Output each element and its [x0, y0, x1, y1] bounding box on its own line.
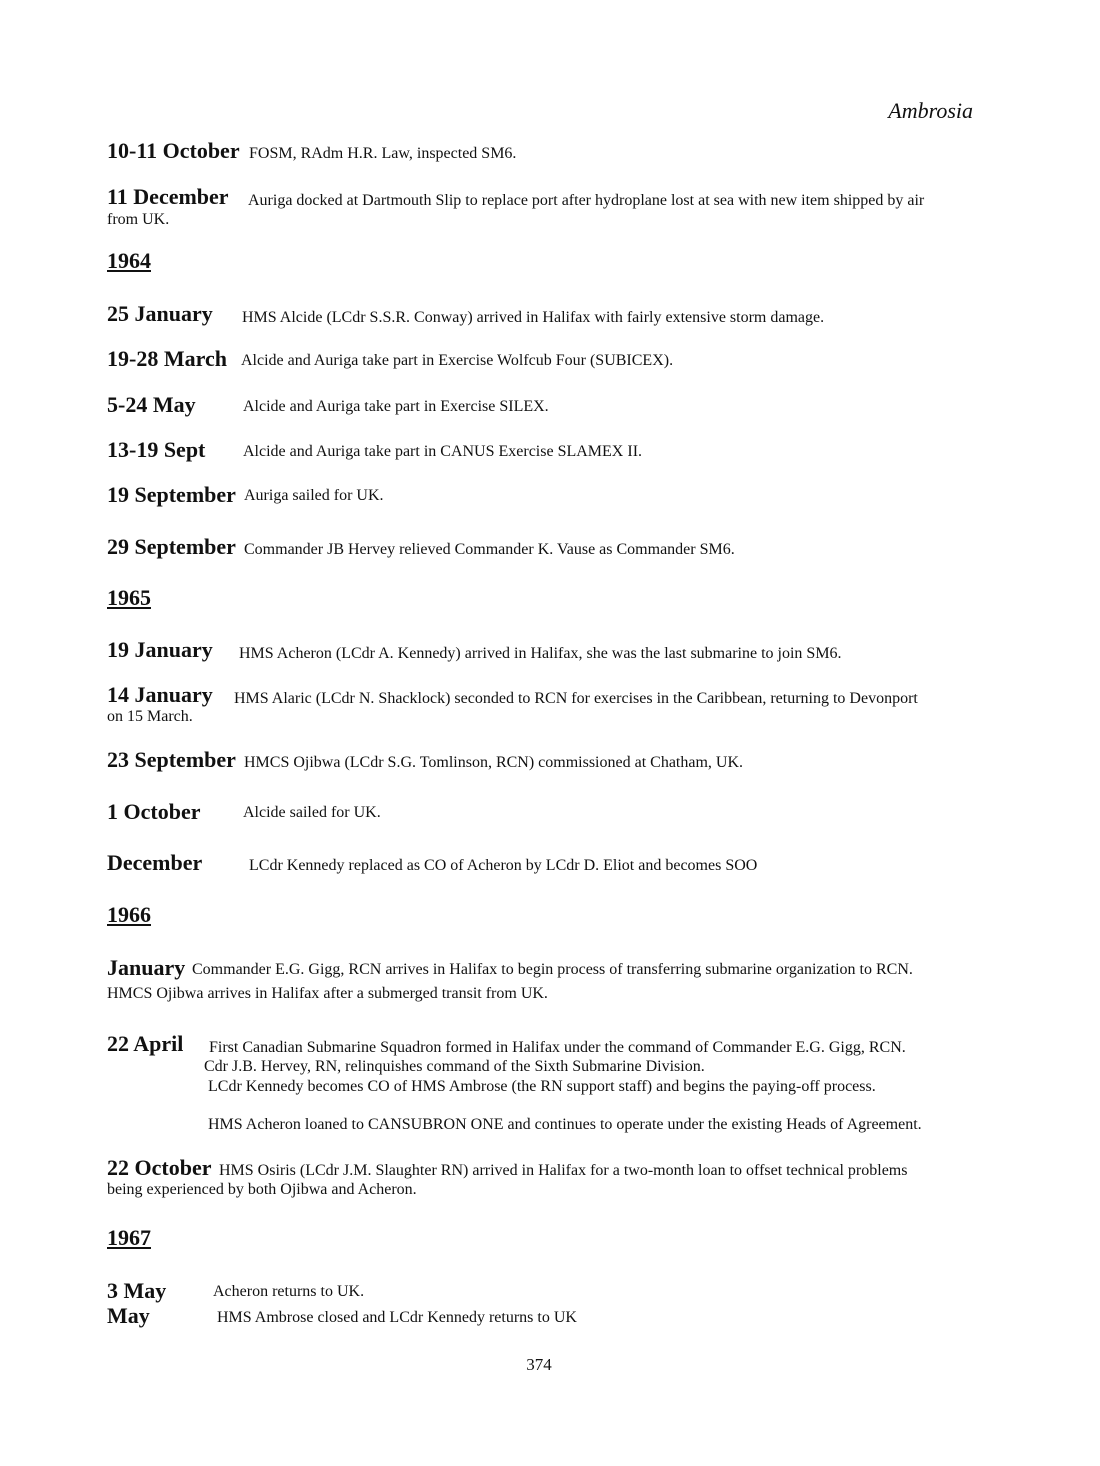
entry-text: Acheron returns to UK.	[213, 1283, 365, 1300]
entry-text: Auriga docked at Dartmouth Slip to replace port after hydroplane lost at sea with new item shipped by air	[248, 192, 925, 209]
entry-text: HMS Osiris (LCdr J.M. Slaughter RN) arrived in Halifax for a two-month loan to offset technical problems	[219, 1162, 908, 1179]
entry-date: 29 September	[107, 534, 236, 559]
entry-text: Alcide sailed for UK.	[243, 804, 381, 821]
entry-text: HMCS Ojibwa (LCdr S.G. Tomlinson, RCN) commissioned at Chatham, UK.	[244, 754, 744, 771]
entry-text: HMS Alaric (LCdr N. Shacklock) seconded to RCN for exercises in the Caribbean, returning to Devonport	[234, 690, 918, 707]
entry-date: 22 October	[107, 1155, 212, 1180]
entry-date: 25 January	[107, 301, 213, 326]
entry-date: December	[107, 850, 203, 875]
entry-text-continued: from UK.	[107, 211, 170, 228]
entry-text: HMS Alcide (LCdr S.S.R. Conway) arrived in Halifax with fairly extensive storm damage.	[242, 309, 825, 326]
entry-text: FOSM, RAdm H.R. Law, inspected SM6.	[249, 145, 517, 162]
entry-date: 19 September	[107, 482, 236, 507]
entry-text: Auriga sailed for UK.	[244, 487, 384, 504]
entry-text: Alcide and Auriga take part in CANUS Exercise SLAMEX II.	[243, 443, 643, 460]
entry-text: HMS Ambrose closed and LCdr Kennedy returns to UK	[217, 1309, 577, 1326]
page-number: 374	[526, 1355, 552, 1374]
entry-text-continued: LCdr Kennedy becomes CO of HMS Ambrose (the RN support staff) and begins the paying-off process.	[208, 1078, 876, 1095]
entry-date: 23 September	[107, 747, 236, 772]
running-header: Ambrosia	[888, 98, 973, 123]
entry-note: HMS Acheron loaned to CANSUBRON ONE and continues to operate under the existing Heads of Agreement.	[208, 1116, 922, 1133]
entry-date: 11 December	[107, 184, 229, 209]
entry-text-continued: HMCS Ojibwa arrives in Halifax after a submerged transit from UK.	[107, 985, 548, 1002]
entry-date: 10-11 October	[107, 138, 240, 163]
entry-date: 3 May	[107, 1278, 167, 1303]
entry-date: 19 January	[107, 637, 213, 662]
entry-date: January	[107, 955, 186, 980]
entry-date: May	[107, 1303, 150, 1328]
year-heading: 1967	[107, 1225, 151, 1250]
entry-text: First Canadian Submarine Squadron formed in Halifax under the command of Commander E.G. Gigg, RCN.	[209, 1039, 906, 1056]
entry-date: 5-24 May	[107, 392, 196, 417]
entry-date: 22 April	[107, 1031, 184, 1056]
entry-text: HMS Acheron (LCdr A. Kennedy) arrived in Halifax, she was the last submarine to join SM6.	[239, 645, 842, 662]
entry-text-continued: being experienced by both Ojibwa and Acheron.	[107, 1181, 417, 1198]
entry-text: Commander JB Hervey relieved Commander K. Vause as Commander SM6.	[244, 541, 735, 558]
entry-date: 19-28 March	[107, 346, 227, 371]
year-heading: 1966	[107, 902, 151, 927]
year-heading: 1965	[107, 585, 151, 610]
entry-date: 1 October	[107, 799, 201, 824]
entry-date: 13-19 Sept	[107, 437, 206, 462]
entry-text: Alcide and Auriga take part in Exercise Wolfcub Four (SUBICEX).	[241, 352, 674, 369]
entry-date: 14 January	[107, 682, 213, 707]
year-heading: 1964	[107, 248, 151, 273]
entry-text-continued: on 15 March.	[107, 708, 193, 725]
entry-text: LCdr Kennedy replaced as CO of Acheron by LCdr D. Eliot and becomes SOO	[249, 857, 758, 874]
entry-text: Alcide and Auriga take part in Exercise SILEX.	[243, 398, 549, 415]
entry-text: Commander E.G. Gigg, RCN arrives in Halifax to begin process of transferring submarine organization to RCN.	[192, 961, 913, 978]
entry-text-continued: Cdr J.B. Hervey, RN, relinquishes command of the Sixth Submarine Division.	[204, 1058, 705, 1075]
